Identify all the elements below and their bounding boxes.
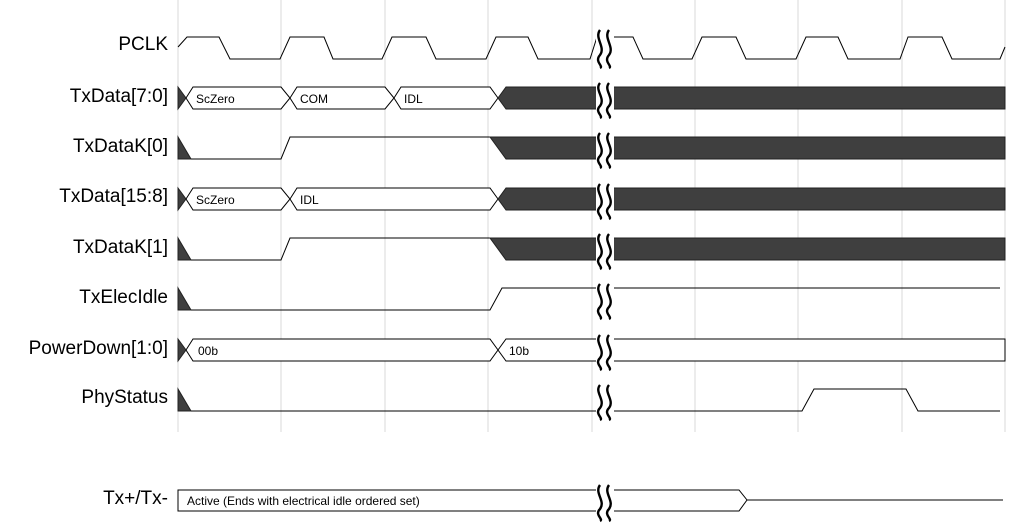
txdata-lo-value-idl: IDL xyxy=(404,92,423,106)
txdata-hi-seg-1 xyxy=(290,188,498,210)
txdata-7-0-waveform xyxy=(178,87,1005,109)
txdata-15-8-waveform xyxy=(178,188,1005,210)
label-txdatak-1: TxDataK[1] xyxy=(72,237,168,258)
label-txdatak-0: TxDataK[0] xyxy=(72,136,168,157)
tx-active-label: Active (Ends with electrical idle ordered set) xyxy=(187,494,420,508)
powerdown-seg-1 xyxy=(498,339,1005,361)
txdata-lo-value-scz: ScZero xyxy=(196,92,235,106)
powerdown-seg-0 xyxy=(186,339,498,361)
time-break-markers xyxy=(596,28,614,522)
label-pclk: PCLK xyxy=(118,34,168,55)
txdata-lo-value-com: COM xyxy=(300,92,328,106)
txdata-hi-value-scz: ScZero xyxy=(196,193,235,207)
label-powerdown: PowerDown[1:0] xyxy=(28,338,168,359)
label-txelecidle: TxElecIdle xyxy=(79,287,168,308)
txdatak-0-waveform xyxy=(178,137,1005,159)
txelecidle-waveform xyxy=(178,288,1000,310)
label-phystatus: PhyStatus xyxy=(81,387,168,408)
phystatus-waveform xyxy=(178,389,1000,411)
txdata-hi-value-idl: IDL xyxy=(300,193,319,207)
txdatak-1-waveform xyxy=(178,238,1005,260)
powerdown-value-10b: 10b xyxy=(509,344,530,358)
grid-lines xyxy=(178,0,1005,432)
powerdown-value-00b: 00b xyxy=(198,344,219,358)
label-txdata-15-8: TxData[15:8] xyxy=(59,186,168,207)
powerdown-waveform xyxy=(178,339,1005,361)
label-txdata-7-0: TxData[7:0] xyxy=(69,86,168,107)
label-tx-pn: Tx+/Tx- xyxy=(103,488,168,509)
tx-pn-waveform xyxy=(178,490,1003,511)
